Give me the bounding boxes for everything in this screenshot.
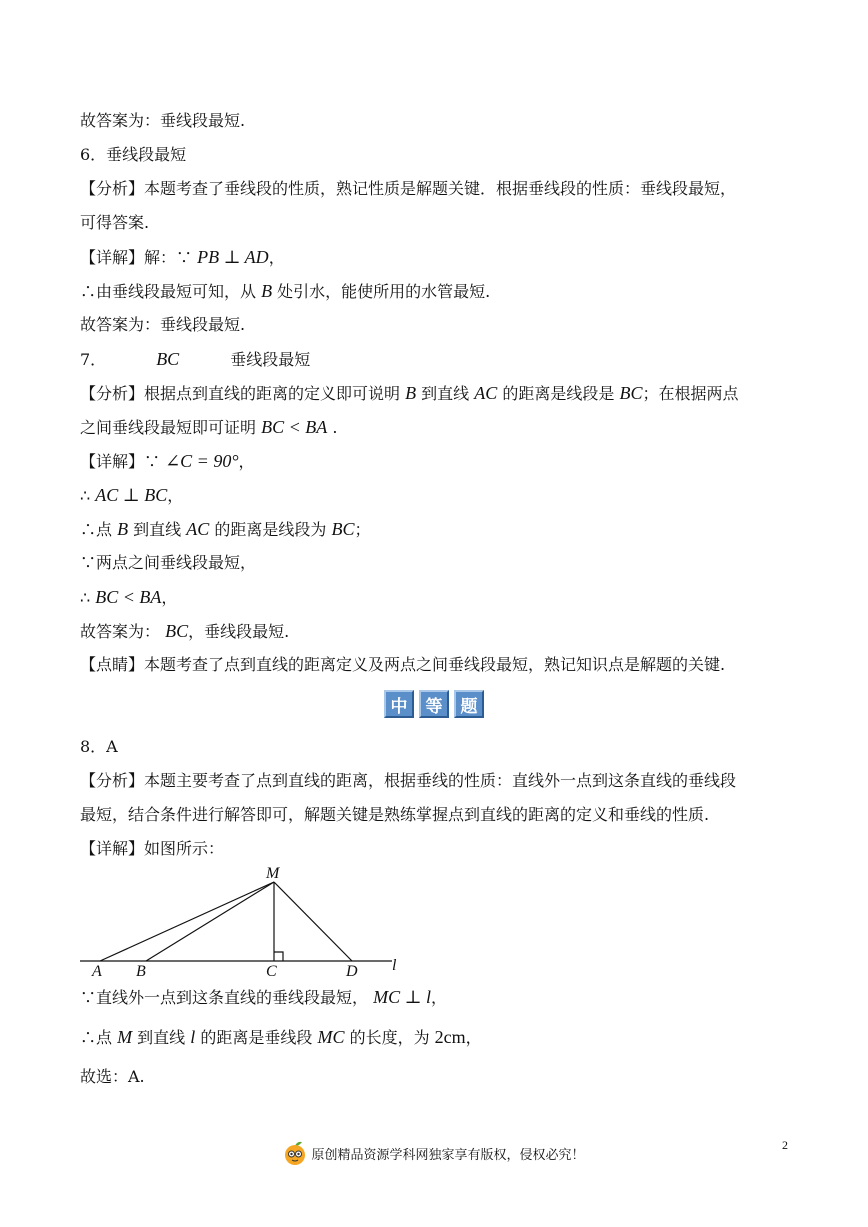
segment-md [274, 882, 352, 961]
math: BC [331, 519, 355, 539]
math: AC [186, 519, 210, 539]
text: 处引水，能使所用的水管最短. [272, 282, 491, 301]
text: 【详解】解：∵ [80, 248, 198, 267]
segment-mb [146, 882, 274, 961]
line-15 [80, 586, 808, 609]
geometry-figure [0, 860, 868, 980]
line-19: 【分析】本题主要考查了点到直线的距离，根据垂线的性质：直线外一点到这条直线的垂线段 [80, 771, 737, 790]
badge-char: 中 [384, 690, 414, 718]
line-10 [80, 416, 808, 439]
line-4: 可得答案. [80, 213, 150, 232]
text: 故答案为： [80, 622, 166, 641]
math: l [190, 1027, 196, 1047]
math: AC [474, 383, 498, 403]
footer [0, 1140, 868, 1166]
label-m: M [266, 865, 280, 882]
math: B [261, 281, 273, 301]
text: ∴ [80, 486, 96, 505]
line-13 [80, 518, 808, 541]
math: BC [165, 621, 189, 641]
text: 【详解】∵ [80, 452, 166, 471]
text: 的距离是线段为 [209, 520, 332, 539]
text: ；在根据两点 [642, 384, 739, 403]
text: ， [268, 248, 285, 267]
value: 2cm [434, 1027, 466, 1047]
text: ， [465, 1028, 482, 1047]
badge-char: 等 [419, 690, 449, 718]
label-l: l [392, 957, 397, 974]
difficulty-badge [0, 690, 868, 718]
text: ， [167, 486, 184, 505]
math: AC ⊥ BC [95, 485, 168, 505]
text: ， [431, 988, 448, 1007]
line-11 [80, 450, 808, 473]
badge-char: 题 [454, 690, 484, 718]
label-b: B [136, 963, 146, 980]
line-18: 8．A [80, 737, 118, 756]
line-24: 故选：A. [80, 1067, 145, 1086]
line-23 [80, 1026, 808, 1049]
text: ∵直线外一点到这条直线的垂线段最短， [80, 988, 374, 1007]
math: PB ⊥ AD [197, 247, 269, 267]
text: 【分析】根据点到直线的距离的定义即可说明 [80, 384, 406, 403]
text: . [327, 418, 338, 437]
text: ∴ [80, 588, 96, 607]
line-1: 故答案为：垂线段最短. [80, 111, 246, 130]
line-5 [80, 246, 808, 269]
orange-logo-icon [283, 1140, 307, 1166]
math: M [117, 1027, 133, 1047]
line-8 [80, 348, 808, 371]
right-angle-mark [274, 952, 283, 961]
math: MC [317, 1027, 345, 1047]
math: BC [156, 349, 180, 369]
text: ， [238, 452, 255, 471]
segment-ma [100, 882, 274, 961]
line-2: 6．垂线段最短 [80, 145, 187, 164]
math: BC < BA [261, 417, 328, 437]
line-9 [80, 382, 808, 405]
text: ∴点 [80, 1028, 118, 1047]
text: 到直线 [128, 520, 187, 539]
math: ∠C = 90° [165, 451, 239, 471]
line-7: 故答案为：垂线段最短. [80, 315, 246, 334]
text: 到直线 [416, 384, 475, 403]
math: B [405, 383, 417, 403]
math: BC < BA [95, 587, 162, 607]
page-number: 2 [782, 1138, 788, 1152]
line-6 [80, 280, 808, 303]
text: ∴点 [80, 520, 118, 539]
math: BC [619, 383, 643, 403]
line-20: 最短，结合条件进行解答即可，解题关键是熟练掌握点到直线的距离的定义和垂线的性质. [80, 805, 710, 824]
text: 之间垂线段最短即可证明 [80, 418, 262, 437]
label-d: D [346, 963, 358, 980]
text: 7． [80, 350, 107, 369]
line-12 [80, 484, 808, 507]
text: 的距离是线段是 [497, 384, 620, 403]
line-16 [80, 620, 808, 643]
text: 到直线 [132, 1028, 191, 1047]
line-14: ∵两点之间垂线段最短， [80, 553, 257, 572]
math: B [117, 519, 129, 539]
text: 的距离是垂线段 [195, 1028, 318, 1047]
text: ； [354, 520, 371, 539]
copyright-text: 原创精品资源学科网独家享有版权，侵权必究！ [311, 1147, 585, 1163]
label-a: A [92, 963, 102, 980]
text: ∴由垂线段最短可知，从 [80, 282, 262, 301]
line-21: 【详解】如图所示： [80, 839, 225, 858]
line-3: 【分析】本题考查了垂线段的性质，熟记性质是解题关键．根据垂线段的性质：垂线段最短， [80, 179, 737, 198]
label-c: C [266, 963, 277, 980]
line-22 [80, 986, 808, 1009]
text: 垂线段最短 [230, 350, 311, 369]
line-17: 【点睛】本题考查了点到直线的距离定义及两点之间垂线段最短，熟记知识点是解题的关键. [80, 655, 726, 674]
text: ， [161, 588, 178, 607]
math: MC ⊥ l [373, 987, 432, 1007]
text: 的长度，为 [344, 1028, 435, 1047]
text: ，垂线段最短. [188, 622, 290, 641]
